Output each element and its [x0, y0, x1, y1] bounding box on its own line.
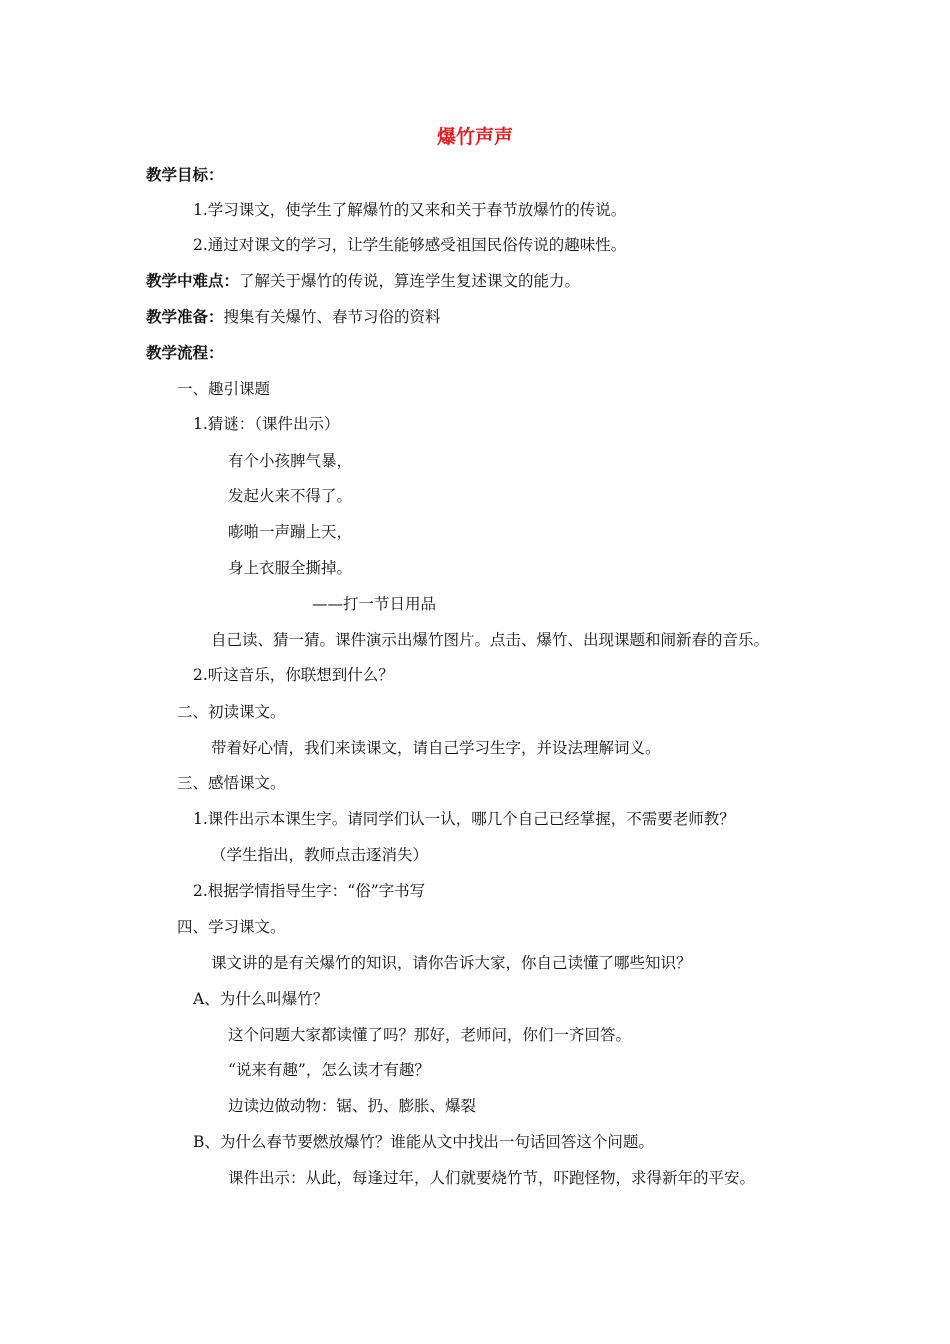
section-1-item-1: 1.猜谜：（课件出示）	[193, 415, 340, 433]
document-title: 爆竹声声	[436, 126, 513, 148]
section-2-title: 二、初读课文。	[177, 703, 286, 721]
preparation-label: 教学准备：	[146, 308, 224, 326]
section-3-item-2: 2.根据学情指导生字：“俗”字书写	[193, 882, 426, 900]
riddle-line-4: 身上衣服全撕掉。	[228, 559, 353, 577]
section-3-item-1-note: （学生指出，教师点击逐消失）	[211, 846, 429, 864]
question-a-line-1: 这个问题大家都读懂了吗？那好，老师问，你们一齐回答。	[228, 1026, 632, 1044]
section-1-item-2: 2.听这音乐，你联想到什么？	[193, 666, 394, 684]
preparation-text: 搜集有关爆竹、春节习俗的资料	[223, 308, 441, 326]
section-3-item-1: 1.课件出示本课生字。请同学们认一认，哪几个自己已经掌握，不需要老师教？	[193, 810, 735, 828]
section-1-note: 自己读、猜一猜。课件演示出爆竹图片。点击、爆竹、出现课题和闹新春的音乐。	[211, 631, 770, 649]
question-a-line-3: 边读边做动物：锯、扔、膨胀、爆裂	[228, 1097, 477, 1115]
riddle-line-1: 有个小孩脾气暴，	[228, 452, 353, 470]
question-b-line-1: 课件出示：从此，每逢过年，人们就要烧竹节，吓跑怪物，求得新年的平安。	[228, 1169, 756, 1187]
goal-item-2: 2.通过对课文的学习，让学生能够感受祖国民俗传说的趣味性。	[193, 236, 627, 254]
section-2-text: 带着好心情，我们来读课文，请自己学习生字，并设法理解词义。	[211, 739, 661, 757]
section-4-question-b: B、为什么春节要燃放爆竹？谁能从文中找出一句话回答这个问题。	[193, 1133, 654, 1151]
riddle-answer-hint: ——打一节日用品	[312, 595, 437, 613]
section-4-title: 四、学习课文。	[177, 918, 286, 936]
preparation-paragraph	[146, 306, 441, 328]
difficulty-paragraph	[146, 270, 580, 292]
section-4-question-a: A、为什么叫爆竹？	[193, 990, 329, 1008]
section-4-intro: 课文讲的是有关爆竹的知识，请你告诉大家，你自己读懂了哪些知识？	[211, 954, 692, 972]
difficulty-text: 了解关于爆竹的传说，算连学生复述课文的能力。	[239, 272, 581, 290]
riddle-line-3: 嘭啪一声蹦上天，	[228, 523, 353, 541]
section-1-title: 一、趣引课题	[177, 380, 271, 398]
process-heading: 教学流程：	[146, 344, 224, 362]
difficulty-label: 教学中难点：	[146, 272, 240, 290]
riddle-line-2: 发起火来不得了。	[228, 487, 353, 505]
section-3-title: 三、感悟课文。	[177, 774, 286, 792]
goals-heading: 教学目标：	[146, 166, 224, 184]
question-a-line-2: “说来有趣”，怎么读才有趣？	[228, 1061, 430, 1079]
goal-item-1: 1.学习课文，使学生了解爆竹的又来和关于春节放爆竹的传说。	[193, 201, 627, 219]
